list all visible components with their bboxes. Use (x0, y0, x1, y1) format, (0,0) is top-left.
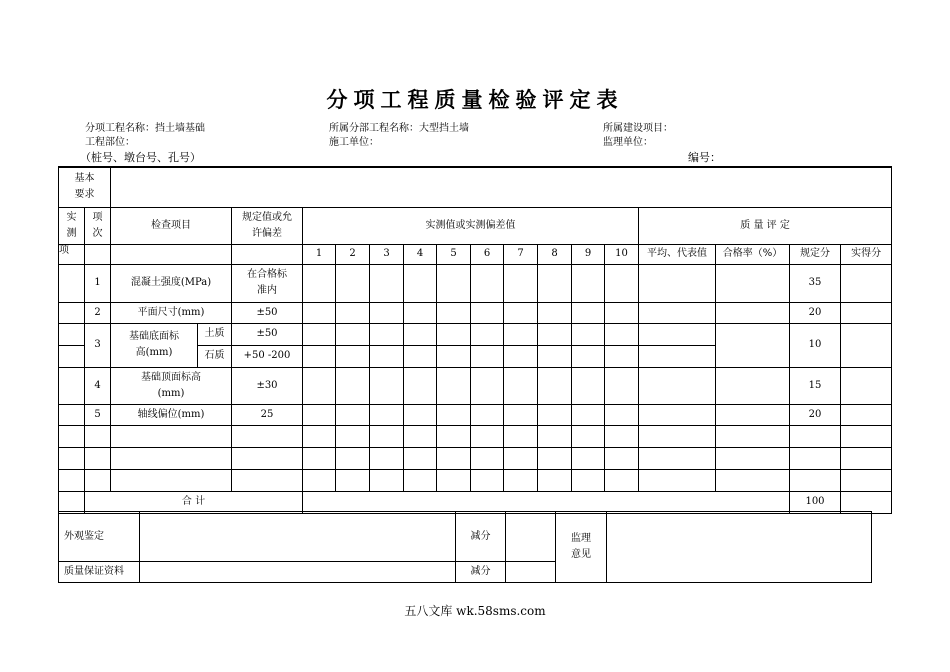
serial-no: 编号： (688, 151, 721, 164)
row-score: 20 (790, 302, 841, 323)
supervision-value (607, 512, 872, 583)
col-shi: 实测 (59, 207, 85, 244)
col-spec-score: 规定分 (790, 244, 841, 264)
col-actual-score: 实得分 (841, 244, 892, 264)
measure-num: 9 (572, 244, 605, 264)
col-measured: 实测值或实测偏差值 (303, 207, 639, 244)
total-row (59, 491, 892, 513)
row-sub: 土质 (198, 323, 232, 345)
row-item: 轴线偏位(mm) (111, 404, 232, 425)
deduct-label-1: 减分 (456, 512, 506, 562)
row-score: 20 (790, 404, 841, 425)
deduct-value-1 (506, 512, 556, 562)
row-no: 5 (85, 404, 111, 425)
basic-req-label: 基本要求 (59, 167, 111, 207)
col-check-item: 检查项目 (111, 207, 232, 244)
table-row (59, 264, 892, 302)
quality-docs-label: 质量保证资料 (59, 562, 140, 583)
measure-num: 1 (303, 244, 336, 264)
quality-table (58, 166, 892, 514)
col-spec: 规定值或允许偏差 (232, 207, 303, 244)
measure-num: 6 (471, 244, 504, 264)
row-no: 3 (85, 323, 111, 367)
measure-num: 8 (538, 244, 572, 264)
table-row (59, 447, 892, 469)
construction-project: 所属建设项目： (603, 123, 673, 134)
table-row (59, 404, 892, 425)
row-item: 基础底面标高(mm) (111, 323, 198, 367)
footer-watermark: 五八文库 wk.58sms.com (404, 604, 546, 618)
row-sub: 石质 (198, 345, 232, 367)
row-spec: 在合格标准内 (232, 264, 303, 302)
row-no: 2 (85, 302, 111, 323)
table-row (59, 469, 892, 491)
contractor: 施工单位： (329, 137, 379, 148)
supervision-label: 监理意见 (556, 512, 607, 583)
deduct-label-2: 减分 (456, 562, 506, 583)
measure-num: 5 (437, 244, 471, 264)
row-no: 4 (85, 367, 111, 404)
col-pass-rate: 合格率（%） (716, 244, 790, 264)
col-quality: 质 量 评 定 (639, 207, 892, 244)
total-score: 100 (790, 491, 841, 513)
row-spec: 25 (232, 404, 303, 425)
row-score: 35 (790, 264, 841, 302)
table-row (59, 367, 892, 404)
deduct-value-2 (506, 562, 556, 583)
row-score: 10 (790, 323, 841, 367)
measure-num: 4 (404, 244, 437, 264)
supervisor: 监理单位： (603, 137, 653, 148)
total-label: 合 计 (85, 491, 303, 513)
row-score: 15 (790, 367, 841, 404)
basic-req-value (111, 167, 892, 207)
division-name: 所属分部工程名称：大型挡土墙 (329, 123, 469, 134)
project-name: 分项工程名称：挡土墙基础 (85, 123, 205, 134)
location: 工程部位： (85, 137, 135, 148)
measure-num: 3 (370, 244, 404, 264)
row-item: 混凝土强度(MPa) (111, 264, 232, 302)
measure-num: 7 (504, 244, 538, 264)
appearance-label: 外观鉴定 (59, 512, 140, 562)
quality-docs-value (140, 562, 456, 583)
row-spec: ±50 (232, 302, 303, 323)
table-row (59, 323, 892, 345)
appearance-value (140, 512, 456, 562)
row-no: 1 (85, 264, 111, 302)
col-avg: 平均、代表值 (639, 244, 716, 264)
row-spec: +50 -200 (232, 345, 303, 367)
page-title: 分项工程质量检验评定表 (326, 87, 624, 112)
row-spec: ±50 (232, 323, 303, 345)
table-row (59, 425, 892, 447)
row-item: 平面尺寸(mm) (111, 302, 232, 323)
col-xiang2: 项 (59, 244, 85, 264)
measure-num: 10 (605, 244, 639, 264)
appearance-table (58, 511, 872, 583)
row-item: 基础顶面标高(mm) (111, 367, 232, 404)
measure-num: 2 (336, 244, 370, 264)
col-xiang: 项次 (85, 207, 111, 244)
row-spec: ±30 (232, 367, 303, 404)
table-row (59, 302, 892, 323)
pile-no: （桩号、墩台号、孔号） (80, 151, 201, 164)
